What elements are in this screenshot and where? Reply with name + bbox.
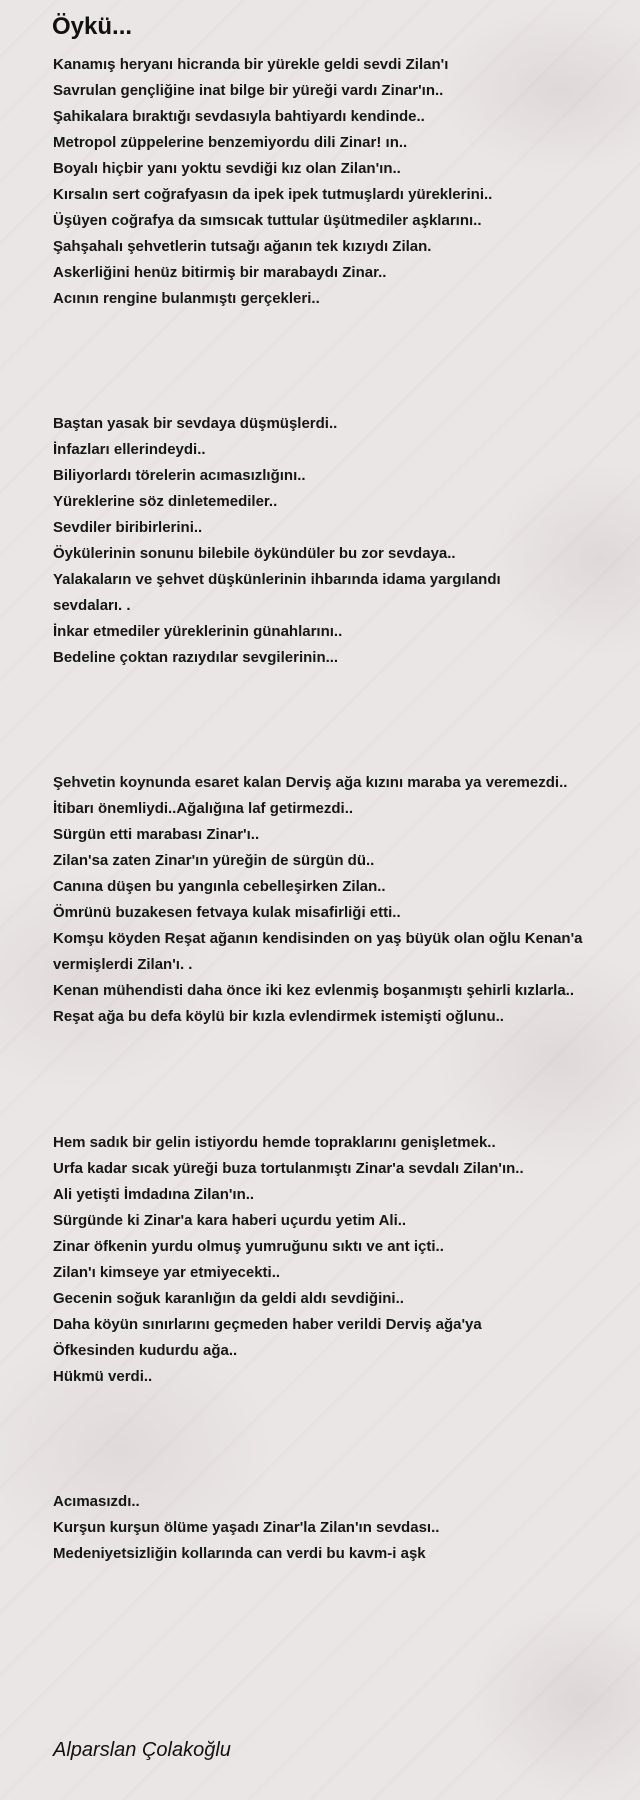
poem-line: Öykülerinin sonunu bilebile öykündüler bu zor sevdaya..: [53, 545, 456, 562]
poem-line: Şahikalara bıraktığı sevdasıyla bahtiyardı kendinde..: [53, 108, 425, 125]
poem-line: Urfa kadar sıcak yüreği buza tortulanmıştı Zinar'a sevdalı Zilan'ın..: [53, 1160, 524, 1177]
poem-line: Yüreklerine söz dinletemediler..: [53, 493, 278, 510]
poem-line: Askerliğini henüz bitirmiş bir marabaydı Zinar..: [53, 264, 387, 281]
poem-line: Kenan mühendisti daha önce iki kez evlenmiş boşanmıştı şehirli kızlarla..: [53, 982, 575, 999]
author-name: Alparslan Çolakoğlu: [53, 1739, 231, 1761]
poem-line: Medeniyetsizliğin kollarında can verdi bu kavm-i aşk: [53, 1545, 426, 1562]
poem-line: Bedeline çoktan razıydılar sevgilerinin...: [53, 649, 339, 666]
poem-line: Canına düşen bu yangınla cebelleşirken Zilan..: [53, 878, 386, 895]
poem-line: Sürgünde ki Zinar'a kara haberi uçurdu yetim Ali..: [53, 1212, 407, 1229]
poem-line: İnfazları ellerindeydi..: [53, 441, 206, 458]
poem-line: Şehvetin koynunda esaret kalan Derviş ağa kızını maraba ya veremezdi..: [53, 774, 568, 791]
poem-line: Reşat ağa bu defa köylü bir kızla evlendirmek istemişti oğlunu..: [53, 1008, 504, 1025]
stanza-4: [53, 1130, 633, 1390]
poem-line: Öfkesinden kudurdu ağa..: [53, 1342, 238, 1359]
poem-line: Acının rengine bulanmıştı gerçekleri..: [53, 290, 320, 307]
poem-line: Sevdiler biribirlerini..: [53, 519, 203, 536]
poem-line: Komşu köyden Reşat ağanın kendisinden on yaş büyük olan oğlu Kenan'a: [53, 930, 583, 947]
poem-line: İtibarı önemliydi..Ağalığına laf getirmezdi..: [53, 800, 354, 817]
poem-line: Hem sadık bir gelin istiyordu hemde topraklarını genişletmek..: [53, 1134, 496, 1151]
poem-line: vermişlerdi Zilan'ı. .: [53, 956, 193, 973]
poem-line: Şahşahalı şehvetlerin tutsağı ağanın tek kızıydı Zilan.: [53, 238, 432, 255]
poem-line: Baştan yasak bir sevdaya düşmüşlerdi..: [53, 415, 338, 432]
poem-line: Daha köyün sınırlarını geçmeden haber verildi Derviş ağa'ya: [53, 1316, 482, 1333]
poem-line: Gecenin soğuk karanlığın da geldi aldı sevdiğini..: [53, 1290, 404, 1307]
stanza-1: [53, 52, 633, 312]
poem-line: Ömrünü buzakesen fetvaya kulak misafirliği etti..: [53, 904, 401, 921]
poem-line: Savrulan gençliğine inat bilge bir yüreği vardı Zinar'ın..: [53, 82, 444, 99]
poem-line: Sürgün etti marabası Zinar'ı..: [53, 826, 260, 843]
poem-line: Ali yetişti İmdadına Zilan'ın..: [53, 1186, 255, 1203]
poem-line: Hükmü verdi..: [53, 1368, 153, 1385]
stanza-5: [53, 1489, 633, 1567]
poem-title: Öykü...: [52, 13, 133, 40]
poem-line: İnkar etmediler yüreklerinin günahlarını..: [53, 623, 343, 640]
poem-line: Biliyorlardı törelerin acımasızlığını..: [53, 467, 306, 484]
poem-line: Zinar öfkenin yurdu olmuş yumruğunu sıktı ve ant içti..: [53, 1238, 444, 1255]
poem-line: Acımasızdı..: [53, 1493, 140, 1510]
poem-line: Boyalı hiçbir yanı yoktu sevdiği kız olan Zilan'ın..: [53, 160, 401, 177]
stanza-3: [53, 770, 633, 1030]
poem-line: Üşüyen coğrafya da sımsıcak tuttular üşütmediler aşklarını..: [53, 212, 482, 229]
poem-line: sevdaları. .: [53, 597, 131, 614]
poem-line: Kanamış heryanı hicranda bir yürekle geldi sevdi Zilan'ı: [53, 56, 449, 73]
poem-line: Yalakaların ve şehvet düşkünlerinin ihbarında idama yargılandı: [53, 571, 501, 588]
stanza-2: [53, 411, 633, 671]
poem-line: Metropol züppelerine benzemiyordu dili Zinar! ın..: [53, 134, 408, 151]
poem-line: Zilan'sa zaten Zinar'ın yüreğin de sürgün dü..: [53, 852, 375, 869]
poem-line: Kurşun kurşun ölüme yaşadı Zinar'la Zilan'ın sevdası..: [53, 1519, 440, 1536]
poem-line: Kırsalın sert coğrafyasın da ipek ipek tutmuşlardı yüreklerini..: [53, 186, 493, 203]
poem-line: Zilan'ı kimseye yar etmiyecekti..: [53, 1264, 281, 1281]
